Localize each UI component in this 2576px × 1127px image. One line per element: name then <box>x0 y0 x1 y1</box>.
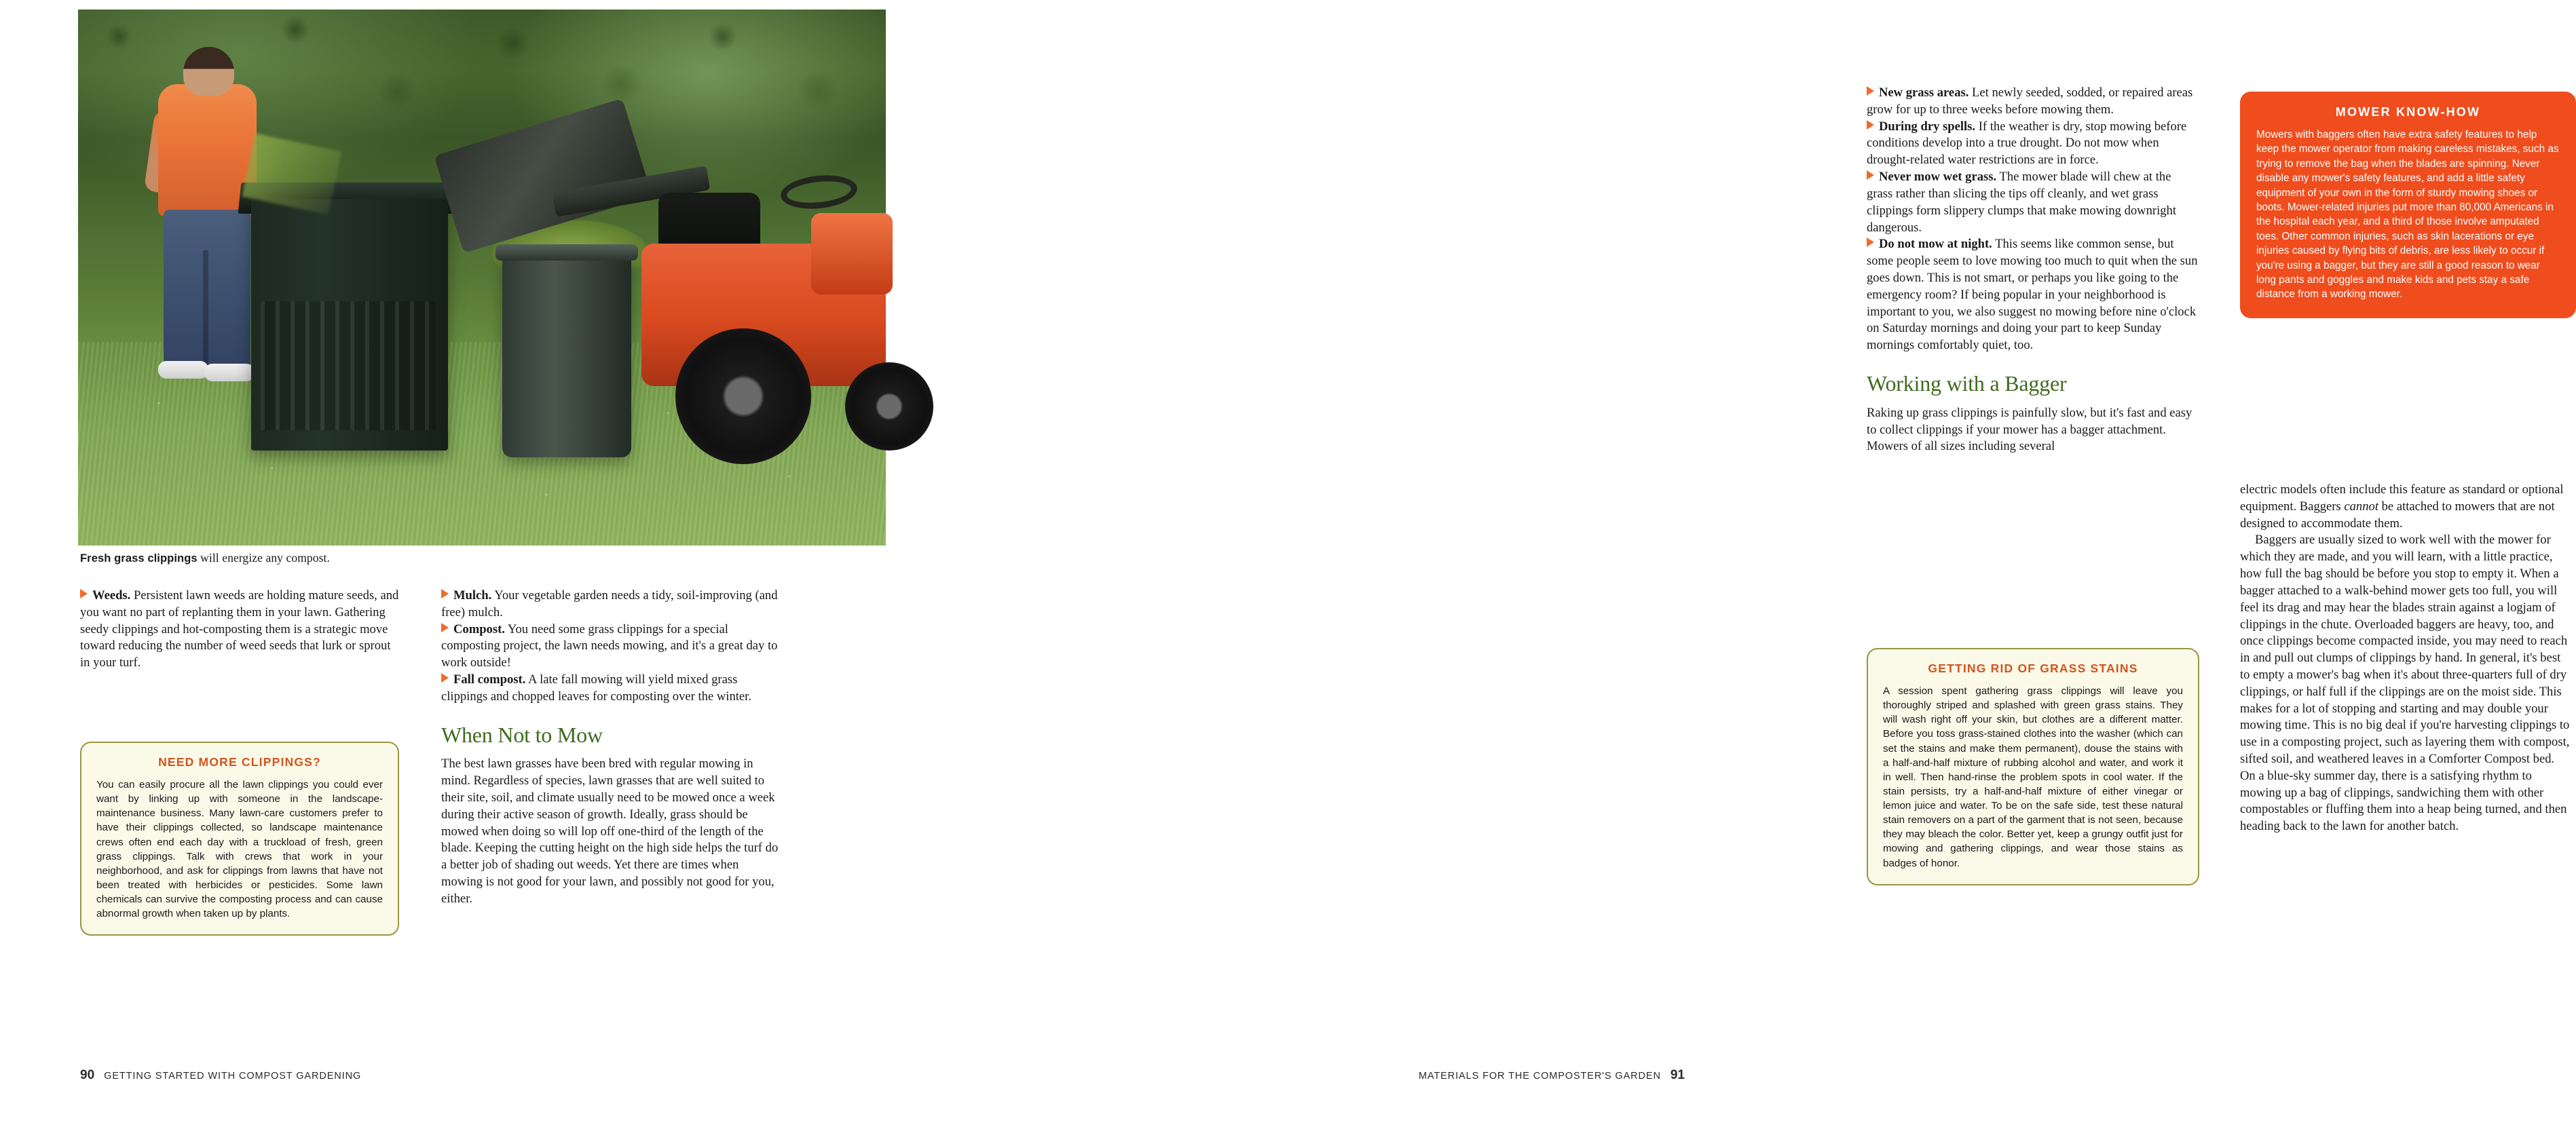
section-heading-when-not-to-mow: When Not to Mow <box>441 722 603 747</box>
bullet-item <box>441 622 781 672</box>
bullet-item <box>1867 236 2199 354</box>
bullet-text: You need some grass clippings for a special composting project, the lawn needs mowing, and it's a great day to work outside! <box>441 622 778 670</box>
left-page <box>0 0 882 1127</box>
bullet-lead: Do not mow at night. <box>1879 237 1992 252</box>
bullet-lead: Mulch. <box>453 588 492 603</box>
person-head <box>183 47 234 96</box>
bullet-item <box>80 588 399 672</box>
triangle-bullet-icon <box>1867 120 1874 130</box>
compost-bin <box>251 199 448 451</box>
triangle-bullet-icon <box>441 623 449 632</box>
sidebar-body: A session spent gathering grass clippings will leave you thoroughly striped and splashed with green grass stains. They will wash right off your skin, but clothes are a different matter. Before you toss grass-stained clothes into the washer (which can set the stains and make them permanent), douse the stains with a half-and-half mixture of rubbing alcohol and water, and work it in well. Then hand-rinse the problem spots in cool water. If the stain persists, try a half-and-half mixture of either vinegar or lemon juice and water. To be on the safe side, test these natural stain removers on a part of the garment that is not seen, because they may bleach the color. Better yet, keep a grungy outfit just for mowing and gathering clippings, and wear those stains as badges of honor. <box>1883 685 2183 869</box>
photo-caption-rest: will energize any compost. <box>197 551 330 565</box>
bullet-lead: New grass areas. <box>1879 85 1969 100</box>
bullet-lead: During dry spells. <box>1879 119 1976 134</box>
photo-grass-clippings-compost <box>78 9 886 546</box>
callout-mower-know-how <box>2240 92 2576 318</box>
photo-caption <box>80 551 555 565</box>
triangle-bullet-icon <box>1867 86 1874 96</box>
triangle-bullet-icon <box>1867 237 1874 247</box>
bullet-item <box>441 588 781 622</box>
right-column-2 <box>2240 482 2573 835</box>
section-body: Raking up grass clippings is painfully slow, but it's fast and easy to collect clippings if your mower has a bagger attachment. Mowers of all sizes including several <box>1867 405 2192 454</box>
running-head-right: MATERIALS FOR THE COMPOSTER'S GARDEN <box>1418 1071 1661 1082</box>
callout-title: MOWER KNOW-HOW <box>2335 105 2481 119</box>
compost-bin-ribs <box>261 301 436 430</box>
bullet-item <box>1867 85 2199 119</box>
paragraph-bagger-sizing: Baggers are usually sized to work well with the mower for which they are made, and you will learn, with a little practice, how full the bag should be before you stop to empty it. When a bagger attached to a walk-behind mower gets too full, you will feel its drag and may hear the blades strain against a logjam of clippings in the chute. Overloaded baggers are heavy, too, and once clippings become compacted inside, you may need to reach in and pull out clumps of clippings by hand. In general, it's best to empty a mower's bag when it's about three-quarters full of dry clippings, or half full if the clippings are on the moist side. This makes for a lot of stopping and starting and may double your mowing time. This is no big deal if you're harvesting clippings to use in a composting project, such as layering them with compost, sifted soil, and weathered leaves in a Comforter Compost bed. On a blue-sky summer day, there is a satisfying rhythm to mowing up a bag of clippings, sandwiching them with other compostables or fluffing them into a heap being turned, and then heading back to the lawn for another batch. <box>2240 533 2570 834</box>
photo-background <box>78 9 886 546</box>
sidebar-title: GETTING RID OF GRASS STAINS <box>1928 662 2138 675</box>
running-head-left: GETTING STARTED WITH COMPOST GARDENING <box>104 1071 362 1082</box>
triangle-bullet-icon <box>80 589 88 598</box>
bullet-text: If the weather is dry, stop mowing before conditions develop into a true drought. Do not mow when drought-related water restrictions are in force. <box>1867 119 2187 168</box>
callout-body: Mowers with baggers often have extra safety features to help keep the mower operator from making careless mistakes, such as trying to remove the bag when the blades are spinning. Never disable any mower's safety features, and add a little safety equipment of your own in the form of sturdy mowing shoes or boots. Mower-related injuries put more than 80,000 Americans in the hospital each year, and a third of those involve amputated toes. Other common injuries, such as skin lacerations or eye injuries caused by flying bits of debris, are less likely to occur if you're using a bagger, but they are still a good reason to wear long pants and goggles and make kids and pets stay a safe distance from a working mower. <box>2256 129 2559 301</box>
left-column-1 <box>80 588 399 672</box>
bullet-text: Persistent lawn weeds are holding mature seeds, and you want no part of replanting them in your lawn. Gathering seedy clippings and hot-composting them is a strategic move toward reducing the number of weed seeds that lurk or sprout in your turf. <box>80 588 399 670</box>
page-number-left: 90 <box>80 1068 95 1082</box>
person-shoe-right <box>204 364 255 381</box>
sidebar-need-more-clippings <box>80 742 399 936</box>
bullet-lead: Weeds. <box>92 588 131 603</box>
bullet-item <box>1867 119 2199 169</box>
sidebar-title: NEED MORE CLIPPINGS? <box>158 755 321 769</box>
section-heading-working-with-a-bagger: Working with a Bagger <box>1867 371 2067 396</box>
bullet-text: Let newly seeded, sodded, or repaired areas grow for up to three weeks before mowing them. <box>1867 85 2193 117</box>
left-column-2 <box>441 588 781 908</box>
person-shoe-left <box>158 361 208 379</box>
mower-rear-wheel <box>675 328 811 464</box>
photo-caption-bold: Fresh grass clippings <box>80 552 198 565</box>
bullet-lead: Fall compost. <box>453 672 526 687</box>
triangle-bullet-icon <box>441 673 449 683</box>
footer-left <box>80 1068 361 1083</box>
right-column-1 <box>1867 85 2199 455</box>
paragraph-italic-cannot: cannot <box>2344 499 2378 514</box>
sidebar-body: You can easily procure all the lawn clippings you could ever want by linking up with someone in the landscape-maintenance business. Many lawn-care customers prefer to have their clippings collected, so landscape maintenance crews often end each day with a truckload of fresh, green grass clippings. Talk with crews that work in your neighborhood, and ask for clippings from lawns that have not been treated with herbicides or pesticides. Some lawn chemicals can survive the composting process and can cause abnormal growth when taken up by plants. <box>96 779 383 920</box>
triangle-bullet-icon <box>441 589 449 598</box>
section-body: The best lawn grasses have been bred with regular mowing in mind. Regardless of species, lawn grasses that are well suited to their site, soil, and climate usually need to be mowed once a week during their active season of growth. Ideally, grass should be mowed when doing so will lop off one-third of the length of the blade. Keeping the cutting height on the high side helps the turf do a better job of shading out weeds. Yet there are times when mowing is not good for your lawn, and possibly not good for you, either. <box>441 757 779 906</box>
triangle-bullet-icon <box>1867 170 1874 180</box>
bullet-lead: Never mow wet grass. <box>1879 170 1997 185</box>
bullet-text: Your vegetable garden needs a tidy, soil-improving (and free) mulch. <box>441 588 778 619</box>
bullet-text: This seems like common sense, but some people seem to love mowing too much to quit when the sun goes down. This is not smart, or perhaps you like going to the emergency room? If being popular in your neighborhood is important to you, we also suggest no mowing before nine o'clock on Saturday mornings and doing your part to keep Sunday mornings comfortably quiet, too. <box>1867 237 2198 353</box>
page-number-right: 91 <box>1670 1068 1685 1082</box>
paragraph-bagger-standard <box>2240 482 2573 532</box>
bullet-lead: Compost. <box>453 622 505 636</box>
bullet-text: The mower blade will chew at the grass rather than slicing the tips off cleanly, and wet grass clippings form slippery clumps that make mowing downright dangerous. <box>1867 170 2177 235</box>
bullet-item <box>441 672 781 706</box>
bullet-item <box>1867 169 2199 236</box>
right-page <box>882 0 2570 1127</box>
trash-can <box>502 254 631 457</box>
sidebar-getting-rid-of-grass-stains <box>1867 648 2199 885</box>
person-jeans <box>164 210 250 366</box>
riding-mower-hood <box>811 213 893 294</box>
paragraph-part-a: electric models often include this feature as standard or optional equipment. Baggers <box>2240 482 2564 514</box>
footer-right <box>1419 1068 1685 1083</box>
paragraph-part-b: be attached to mowers that are not designed to accommodate them. <box>2240 499 2555 531</box>
bullet-text: A late fall mowing will yield mixed grass clippings and chopped leaves for composting over the winter. <box>441 672 751 704</box>
